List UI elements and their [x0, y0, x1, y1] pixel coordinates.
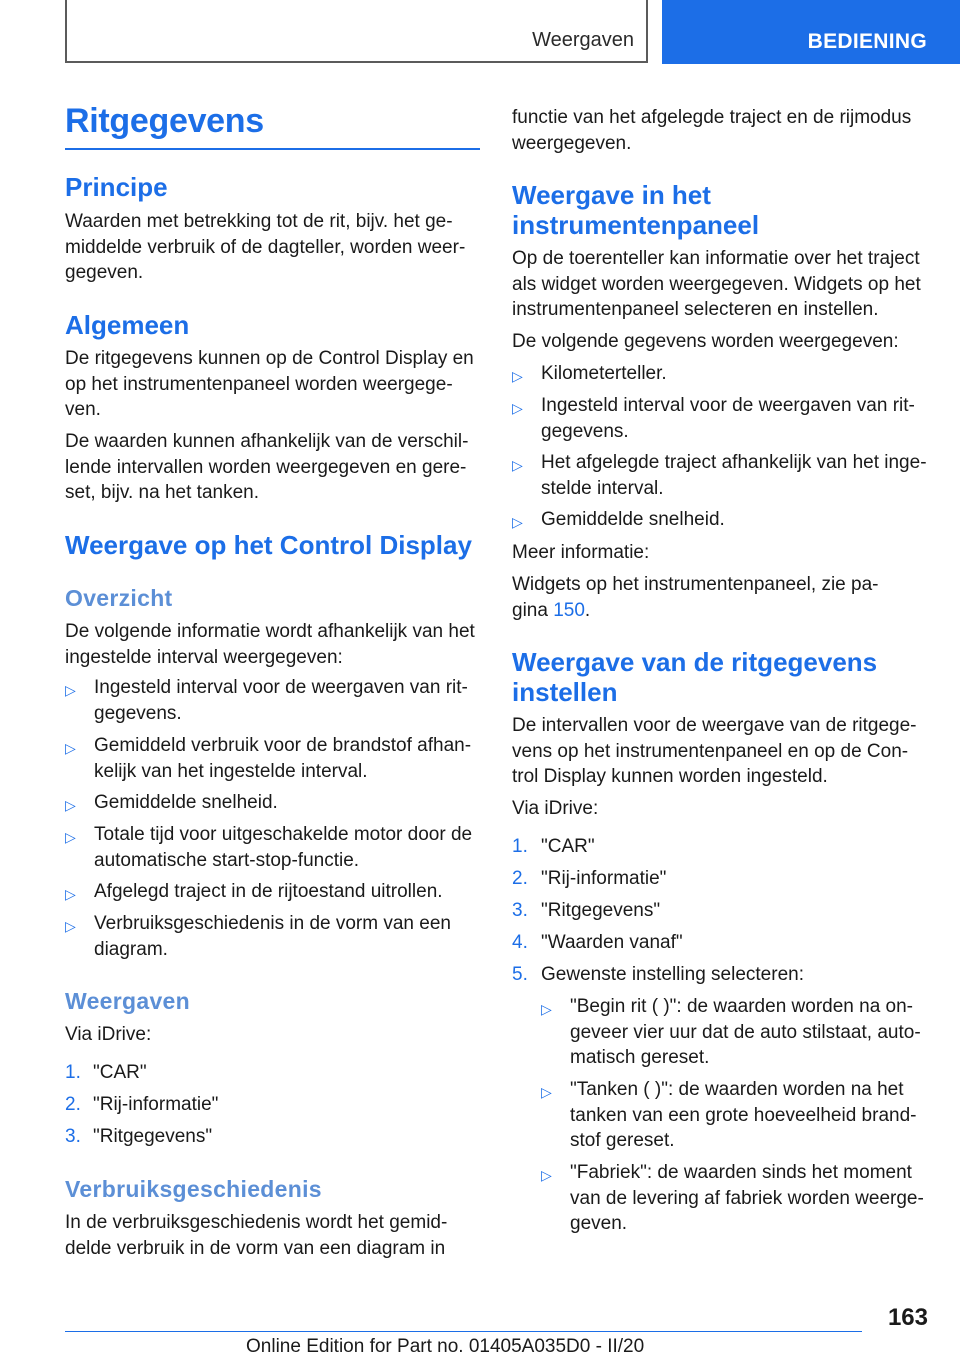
- list-item: ▷ Kilometerteller.: [512, 361, 930, 387]
- step-item: 1. "CAR": [512, 834, 930, 860]
- page-link-150[interactable]: 150: [553, 599, 585, 621]
- step-number: 2.: [512, 868, 528, 889]
- triangle-bullet-icon: ▷: [512, 368, 523, 384]
- paragraph-algemeen-2: De waarden kunnen afhankelijk van de verschil- lende intervallen worden weergegeven en gere- set, bijv. na het tanken.: [65, 431, 469, 503]
- paragraph-via-idrive-2: Via iDrive:: [512, 798, 599, 819]
- paragraph-continued: functie van het afgelegde traject en de rijmodus weergegeven.: [512, 107, 912, 154]
- step-number: 2.: [65, 1094, 81, 1115]
- triangle-bullet-icon: ▷: [65, 918, 76, 934]
- triangle-bullet-icon: ▷: [65, 886, 76, 902]
- heading-ritgegevens-instellen: Weergave van de ritgegevens instellen: [512, 647, 878, 707]
- list-item: ▷ Afgelegd traject in de rijtoestand uitrollen.: [65, 879, 480, 905]
- paragraph-verbruiksgeschiedenis: In de verbruiksgeschiedenis wordt het gemid- delde verbruik in de vorm van een diagram in: [65, 1212, 448, 1259]
- title-divider: [65, 148, 480, 150]
- heading-algemeen: Algemeen: [65, 310, 190, 340]
- header-chapter-tab[interactable]: [662, 0, 960, 64]
- step-number: 3.: [65, 1126, 81, 1147]
- step-item: 4. "Waarden vanaf": [512, 930, 930, 956]
- paragraph-via-idrive: Via iDrive:: [65, 1024, 152, 1045]
- footer-divider: [65, 1331, 862, 1332]
- heading-weergaven: Weergaven: [65, 988, 190, 1014]
- list-item: ▷ Gemiddelde snelheid.: [65, 790, 480, 816]
- heading-verbruiksgeschiedenis: Verbruiksgeschiedenis: [65, 1176, 322, 1202]
- sub-list-item: ▷ "Fabriek": de waarden sinds het moment van de levering af fabriek worden weerge- geven.: [541, 1162, 924, 1234]
- page-number: 163: [887, 1304, 928, 1331]
- sub-list-item: ▷ "Tanken ( )": de waarden worden na het tanken van een grote hoeveelheid brand- stof gereset.: [541, 1079, 917, 1151]
- sub-list-item: ▷ "Begin rit ( )": de waarden worden na on- geveer vier uur dat de auto stilstaat, auto- matisch gereset.: [541, 996, 921, 1068]
- triangle-bullet-icon: ▷: [541, 1001, 552, 1017]
- footer-edition: Online Edition for Part no. 01405A035D0 - II/20: [246, 1336, 645, 1357]
- heading-overzicht: Overzicht: [65, 585, 173, 611]
- list-item: ▷ Gemiddeld verbruik voor de brandstof afhan- kelijk van het ingestelde interval.: [65, 735, 472, 782]
- triangle-bullet-icon: ▷: [541, 1167, 552, 1183]
- step-number: 5.: [512, 964, 528, 985]
- triangle-bullet-icon: ▷: [512, 457, 523, 473]
- step-number: 3.: [512, 900, 528, 921]
- list-item: ▷ Het afgelegde traject afhankelijk van het inge- stelde interval.: [512, 452, 927, 499]
- list-item: ▷ Ingesteld interval voor de weergaven van rit- gegevens.: [512, 395, 915, 442]
- paragraph-meer-informatie: Meer informatie:: [512, 542, 650, 563]
- step-item: 1. "CAR": [65, 1060, 480, 1086]
- paragraph-intervallen: De intervallen voor de weergave van de ritgege- vens op het instrumentenpaneel en op de Con- trol Display kunnen worden ingesteld.: [512, 715, 917, 787]
- paragraph-instrumentenpaneel: Op de toerenteller kan informatie over het traject als widget worden weergegeven. Widgets op het instrumentenpaneel selecteren en instellen.: [512, 248, 921, 320]
- triangle-bullet-icon: ▷: [512, 514, 523, 530]
- step-number: 1.: [512, 836, 528, 857]
- paragraph-overzicht: De volgende informatie wordt afhankelijk van het ingestelde interval weergegeven:: [65, 621, 475, 668]
- step-item: 5. Gewenste instelling selecteren:: [512, 962, 930, 988]
- list-item: ▷ Totale tijd voor uitgeschakelde motor door de automatische start-stop-functie.: [65, 824, 473, 871]
- list-item: ▷ Verbruiksgeschiedenis in de vorm van een diagram.: [65, 913, 451, 960]
- heading-principe: Principe: [65, 172, 168, 202]
- heading-control-display: Weergave op het Control Display: [65, 530, 472, 560]
- triangle-bullet-icon: ▷: [65, 829, 76, 845]
- triangle-bullet-icon: ▷: [65, 797, 76, 813]
- triangle-bullet-icon: ▷: [541, 1084, 552, 1100]
- step-item: 3. "Ritgegevens": [512, 898, 930, 924]
- triangle-bullet-icon: ▷: [512, 400, 523, 416]
- step-number: 4.: [512, 932, 528, 953]
- header-section-title: Weergaven: [532, 29, 634, 51]
- list-item: ▷ Gemiddelde snelheid.: [512, 507, 930, 533]
- paragraph-gegevens: De volgende gegevens worden weergegeven:: [512, 331, 899, 352]
- triangle-bullet-icon: ▷: [65, 740, 76, 756]
- paragraph-widgets-reference: Widgets op het instrumentenpaneel, zie pa- gina 150.: [512, 574, 879, 621]
- step-item: 3. "Ritgegevens": [65, 1124, 480, 1150]
- page-title: Ritgegevens: [65, 102, 264, 140]
- list-item: ▷ Ingesteld interval voor de weergaven van rit- gegevens.: [65, 677, 468, 724]
- step-item: 2. "Rij-informatie": [512, 866, 930, 892]
- triangle-bullet-icon: ▷: [65, 682, 76, 698]
- paragraph-principe: Waarden met betrekking tot de rit, bijv. het ge- middelde verbruik of de dagteller, worden weer- gegeven.: [65, 211, 466, 283]
- paragraph-algemeen-1: De ritgegevens kunnen op de Control Display en op het instrumentenpaneel worden weergege- ven.: [65, 348, 474, 420]
- step-number: 1.: [65, 1062, 81, 1083]
- heading-instrumentenpaneel: Weergave in het instrumentenpaneel: [512, 180, 760, 240]
- header-chapter-label: BEDIENING: [807, 30, 927, 53]
- step-item: 2. "Rij-informatie": [65, 1092, 480, 1118]
